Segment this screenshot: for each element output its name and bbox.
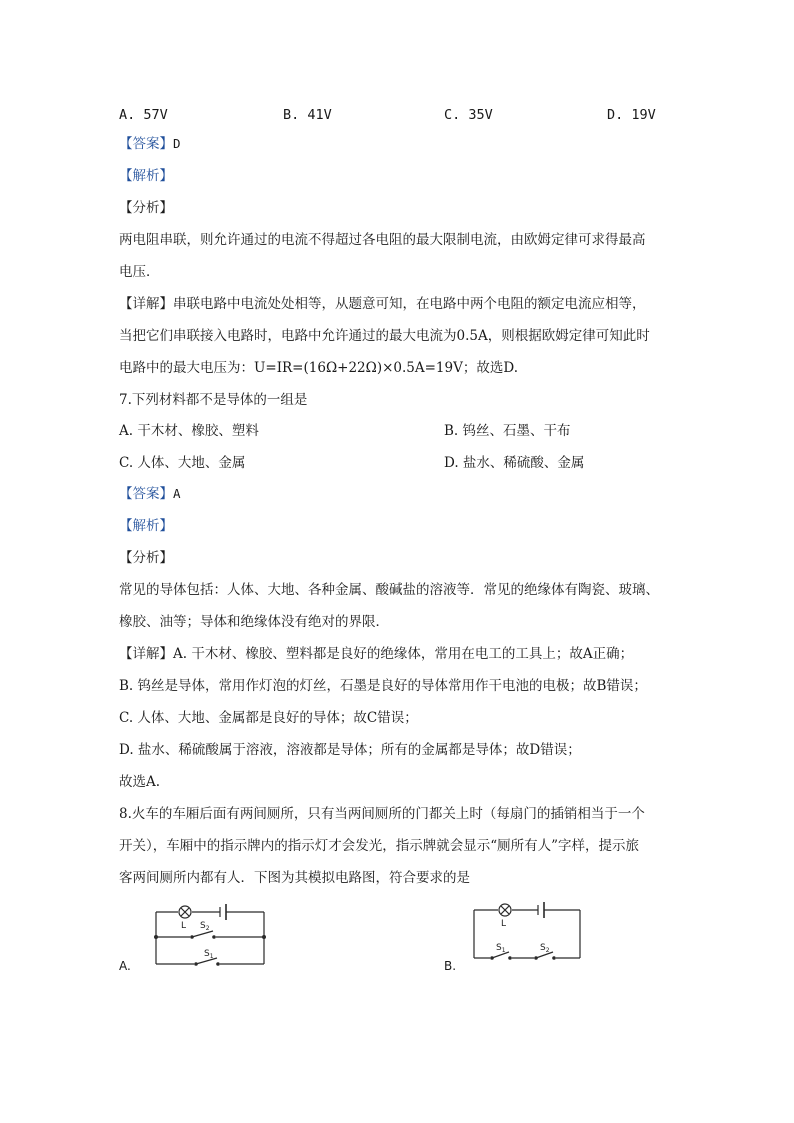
q7-detail-line-1 bbox=[119, 644, 633, 664]
q6-option-d: D. 19V bbox=[607, 107, 656, 123]
detail-text: 串联电路中电流处处相等，从题意可知，在电路中两个电阻的额定电流应相等， bbox=[173, 296, 646, 312]
q8-option-b-label: B. bbox=[444, 959, 457, 973]
q8-stem-line-3: 客两间厕所内都有人．下图为其模拟电路图，符合要求的是 bbox=[119, 870, 470, 886]
q6-answer bbox=[119, 134, 181, 154]
circuit-diagram-a bbox=[150, 902, 270, 972]
q7-option-b: B. 钨丝、石墨、干布 bbox=[444, 423, 571, 439]
switch-s1-icon bbox=[194, 958, 220, 966]
detail-label: 【详解】 bbox=[119, 646, 173, 662]
q7-answer bbox=[119, 484, 181, 504]
battery-icon bbox=[220, 904, 226, 920]
lamp-label: L bbox=[181, 921, 187, 931]
q6-detail-line-1 bbox=[119, 294, 646, 314]
q8-stem-line-1: 8.火车的车厢后面有两间厕所，只有当两间厕所的门都关上时（每扇门的插销相当于一个 bbox=[119, 806, 645, 822]
q7-fenxi-label: 【分析】 bbox=[119, 550, 173, 566]
detail-text: A. 干木材、橡胶、塑料都是良好的绝缘体，常用在电工的工具上；故A正确； bbox=[173, 646, 634, 662]
q7-analysis-line-1: 常见的导体包括：人体、大地、各种金属、酸碱盐的溶液等．常见的绝缘体有陶瓷、玻璃、 bbox=[119, 582, 659, 598]
q7-option-c: C. 人体、大地、金属 bbox=[119, 455, 246, 471]
q6-option-b: B. 41V bbox=[283, 107, 332, 123]
circuit-b-side-wires bbox=[474, 910, 580, 958]
q7-analysis-line-2: 橡胶、油等；导体和绝缘体没有绝对的界限． bbox=[119, 614, 389, 630]
q6-option-c: C. 35V bbox=[444, 107, 493, 123]
q6-detail-line-2: 当把它们串联接入电路时，电路中允许通过的最大电流为0.5A，则根据欧姆定律可知此时 bbox=[119, 328, 650, 344]
q7-option-a: A. 干木材、橡胶、塑料 bbox=[119, 423, 259, 439]
switch-s2-label: $S_2$ bbox=[200, 921, 210, 932]
q7-detail-line-4: D. 盐水、稀硫酸属于溶液，溶液都是导体；所有的金属都是导体；故D错误； bbox=[119, 742, 581, 758]
q6-analysis-line-2: 电压． bbox=[119, 264, 160, 280]
battery-icon bbox=[538, 902, 544, 918]
q7-conclusion: 故选A. bbox=[119, 774, 161, 790]
switch-s2-label: $S_2$ bbox=[540, 943, 550, 954]
q7-option-d: D. 盐水、稀硫酸、金属 bbox=[444, 455, 585, 471]
junction-dot bbox=[262, 935, 266, 939]
junction-dot bbox=[154, 935, 158, 939]
q7-detail-line-3: C. 人体、大地、金属都是良好的导体；故C错误； bbox=[119, 710, 418, 726]
q6-option-a: A. 57V bbox=[119, 107, 168, 123]
lamp-icon bbox=[179, 906, 191, 918]
q7-stem: 7.下列材料都不是导体的一组是 bbox=[119, 392, 308, 408]
answer-value: A bbox=[173, 486, 181, 501]
switch-s1-label: $S_1$ bbox=[496, 943, 506, 954]
q6-jiexi-label: 【解析】 bbox=[119, 168, 173, 184]
q6-detail-line-3: 电路中的最大电压为：U=IR=(16Ω+22Ω)×0.5A=19V；故选D. bbox=[119, 360, 518, 376]
switch-s2-icon bbox=[190, 931, 216, 939]
q7-detail-line-2: B. 钨丝是导体，常用作灯泡的灯丝，石墨是良好的导体常用作干电池的电极；故B错误； bbox=[119, 678, 647, 694]
answer-label: 【答案】 bbox=[119, 486, 173, 502]
answer-value: D bbox=[173, 136, 181, 151]
q7-jiexi-label: 【解析】 bbox=[119, 518, 173, 534]
q8-option-a-label: A. bbox=[119, 959, 131, 973]
lamp-icon bbox=[499, 904, 511, 916]
switch-s1-label: $S_1$ bbox=[204, 949, 214, 960]
q6-analysis-line-1: 两电阻串联，则允许通过的电流不得超过各电阻的最大限制电流，由欧姆定律可求得最高 bbox=[119, 232, 646, 248]
detail-label: 【详解】 bbox=[119, 296, 173, 312]
lamp-label: L bbox=[501, 919, 507, 929]
q8-stem-line-2: 开关），车厢中的指示牌内的指示灯才会发光，指示牌就会显示“厕所有人”字样，提示旅 bbox=[119, 838, 640, 854]
answer-label: 【答案】 bbox=[119, 136, 173, 152]
q6-fenxi-label: 【分析】 bbox=[119, 200, 173, 216]
circuit-diagram-b bbox=[468, 900, 588, 968]
